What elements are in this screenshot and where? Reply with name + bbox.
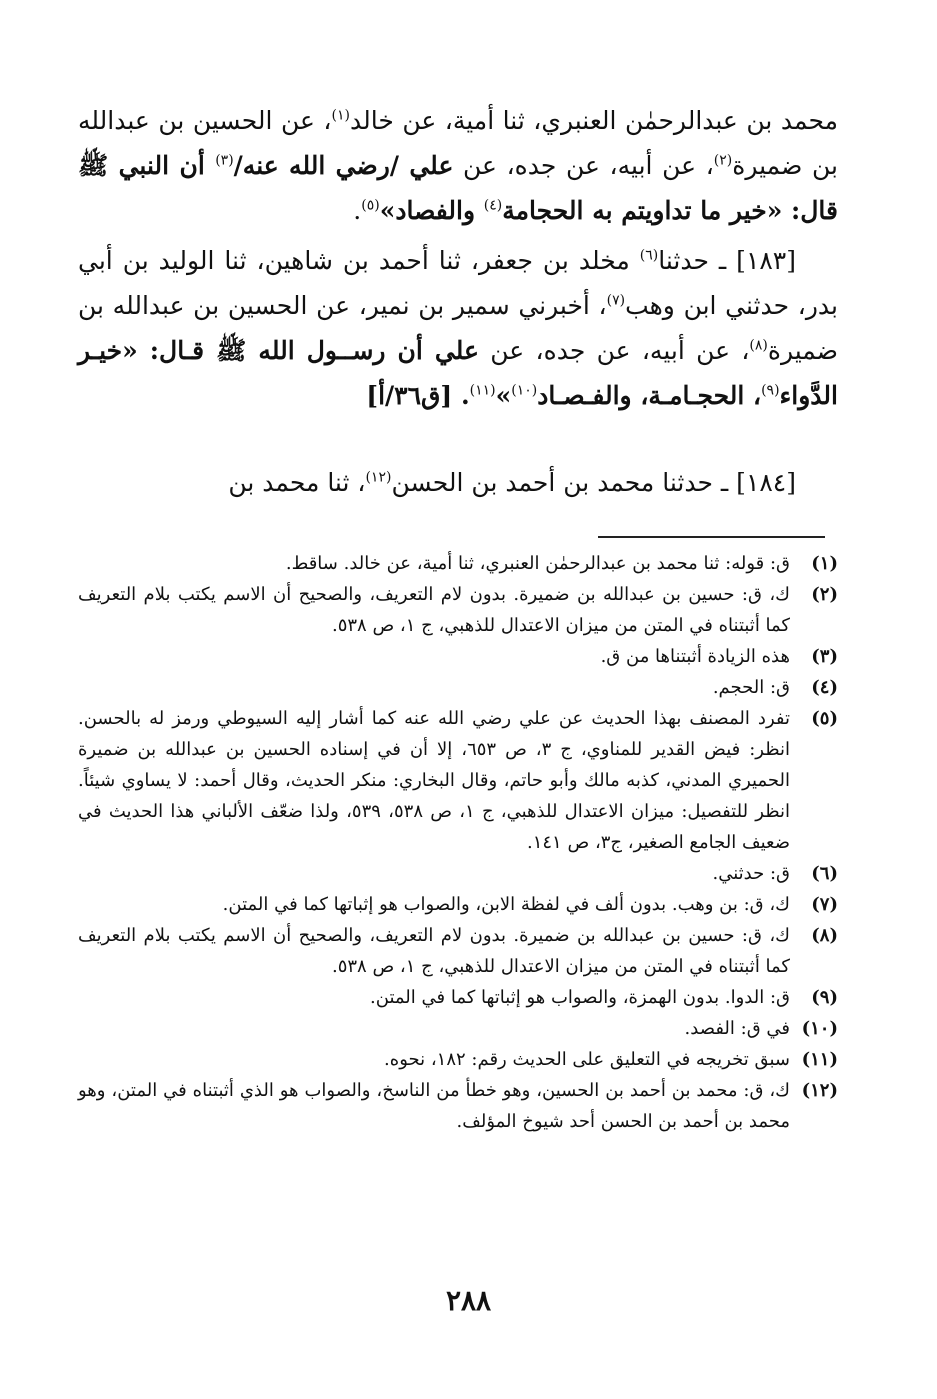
body-text: ، ثنا محمد بن	[228, 468, 366, 497]
footnote-number: (٥)	[811, 708, 838, 729]
footnote-number: (٨)	[811, 925, 838, 946]
body-text: [١٨٣] ـ حدثنا	[658, 246, 796, 275]
bold-text: أن النبي ﷺ قال: «خير ما تداويتم به الحجامة	[78, 151, 838, 225]
footnote-text: تفرد المصنف بهذا الحديث عن علي رضي الله عنه كما أشار إليه السيوطي ورمز له بالحسن. انظر: فيض القدير للمناوي، ج ٣، ص ٦٥٣، إلا أن في إسناده الحسين بن عبدالله بن ضميرة الحميري المدني، كذبه مالك وأبو حاتم، وقال البخاري: منكر الحديث، وقال أحمد: لا يساوي شيئاً. انظر للتفصيل: ميزان الاعتدال للذهبي، ج ١، ص ٥٣٨، ٥٣٩، ولذا ضعّف الألباني هذا الحديث في ضعيف الجامع الصغير، ج٣، ص ١٤١.	[78, 708, 791, 853]
footnote	[78, 889, 838, 920]
footnote-text: هذه الزيادة أثبتناها من ق.	[600, 646, 790, 667]
body-text: ، عن أبيه، عن جده، عن	[478, 336, 750, 365]
body-text: مخلد بن جعفر، ثنا أحمد بن شاهين، ثنا الوليد بن أبي بدر، حدثني ابن وهب	[78, 246, 838, 320]
footnote	[78, 858, 838, 889]
footnote-number: (٧)	[811, 894, 838, 915]
footnote-marker: (٥)	[361, 197, 380, 214]
paragraph-hadith-183	[78, 238, 838, 418]
footnote-text: ق: الحجم.	[712, 677, 790, 698]
footnote-marker: (٩)	[761, 382, 780, 399]
footnote-text: ق: الدوا. بدون الهمزة، والصواب هو إثباتها كما في المتن.	[370, 987, 790, 1008]
footnote-text: ك، ق: حسين بن عبدالله بن ضميرة. بدون لام التعريف، والصحيح أن الاسم يكتب بلام التعريف كما أثبتناه في المتن من ميزان الاعتدال للذهبي، ج ١، ص ٥٣٨.	[78, 584, 790, 636]
footnote	[78, 548, 838, 579]
footnote-text: ك، ق: بن وهب. بدون ألف في لفظة الابن، والصواب هو إثباتها كما في المتن.	[222, 894, 790, 915]
footnote-text: ك، ق: حسين بن عبدالله بن ضميرة. بدون لام التعريف، والصحيح أن الاسم يكتب بلام التعريف كما أثبتناه في المتن من ميزان الاعتدال للذهبي، ج ١، ص ٥٣٨.	[78, 925, 790, 977]
footnote-number: (١)	[811, 553, 838, 574]
footnote-number: (٣)	[811, 646, 838, 667]
footnote-text: في ق: الفصد.	[684, 1018, 790, 1039]
body-text: ، أخبرني سمير بن نمير، عن الحسين بن عبدالله بن ضميرة	[78, 291, 838, 365]
body-text: محمد بن عبدالرحمٰن العنبري، ثنا أمية، عن خالد	[349, 106, 838, 135]
footnote	[78, 1075, 838, 1137]
body-text: [١٨٤] ـ حدثنا محمد بن أحمد بن الحسن	[391, 468, 796, 497]
footnote-marker: (١١)	[469, 382, 496, 399]
bold-text: . [ق٣٦/أ]	[366, 381, 470, 410]
bold-text: والفصاد»	[379, 196, 484, 225]
footnote-text: سبق تخريجه في التعليق على الحديث رقم: ١٨٢، نحوه.	[384, 1049, 790, 1070]
footnote-marker: (٤)	[483, 197, 503, 214]
paragraph-hadith-182-end	[78, 98, 838, 233]
footnote-marker: (٨)	[749, 337, 768, 354]
footnotes-list	[78, 548, 838, 1137]
footnote	[78, 1044, 838, 1075]
body-text: ، عن الحسين بن عبدالله بن ضميرة	[78, 106, 838, 180]
footnote	[78, 1013, 838, 1044]
footnote-marker: (٢)	[713, 152, 733, 169]
footnote-marker: (١٠)	[511, 382, 538, 399]
footnote-marker: (٧)	[606, 292, 626, 309]
footnote	[78, 982, 838, 1013]
footnote	[78, 672, 838, 703]
footnote-marker: (١٢)	[365, 469, 392, 486]
body-text: .	[353, 196, 362, 225]
bold-text: علي أن رســول الله ﷺ قـال: «خيـر الدَّواء	[78, 336, 838, 410]
footnote-number: (٢)	[811, 584, 838, 605]
footnote-marker: (٣)	[215, 152, 234, 169]
footnote-separator	[598, 536, 825, 538]
footnote	[78, 579, 838, 641]
footnote-text: ق: قوله: ثنا محمد بن عبدالرحمٰن العنبري، ثنا أمية، عن خالد. ساقط.	[285, 553, 790, 574]
footnote-text: ق: حدثني.	[712, 863, 790, 884]
footnote-number: (١٠)	[801, 1018, 838, 1039]
body-text: ، عن أبيه، عن جده، عن	[453, 151, 714, 180]
footnote-number: (٦)	[811, 863, 838, 884]
footnote-text: ك، ق: محمد بن أحمد بن الحسين، وهو خطأ من الناسخ، والصواب هو الذي أثبتناه في المتن، وهو محمد بن أحمد بن الحسن أحد شيوخ المؤلف.	[78, 1080, 790, 1132]
footnote	[78, 641, 838, 672]
bold-text: ، الحجـامـة، والفـصـاد	[537, 381, 762, 410]
bold-text: »	[495, 381, 512, 410]
footnote-number: (١١)	[801, 1049, 838, 1070]
bold-text: علي /رضي الله عنه/	[233, 151, 454, 180]
paragraph-hadith-184-start	[78, 460, 838, 505]
page-number: ٢٨٨	[445, 1284, 492, 1317]
footnote-marker: (١)	[331, 107, 350, 124]
footnote-number: (٤)	[811, 677, 838, 698]
footnote-number: (١٢)	[801, 1080, 838, 1101]
footnote-number: (٩)	[811, 987, 838, 1008]
footnote	[78, 920, 838, 982]
footnote-marker: (٦)	[639, 247, 659, 264]
footnote	[78, 703, 838, 858]
